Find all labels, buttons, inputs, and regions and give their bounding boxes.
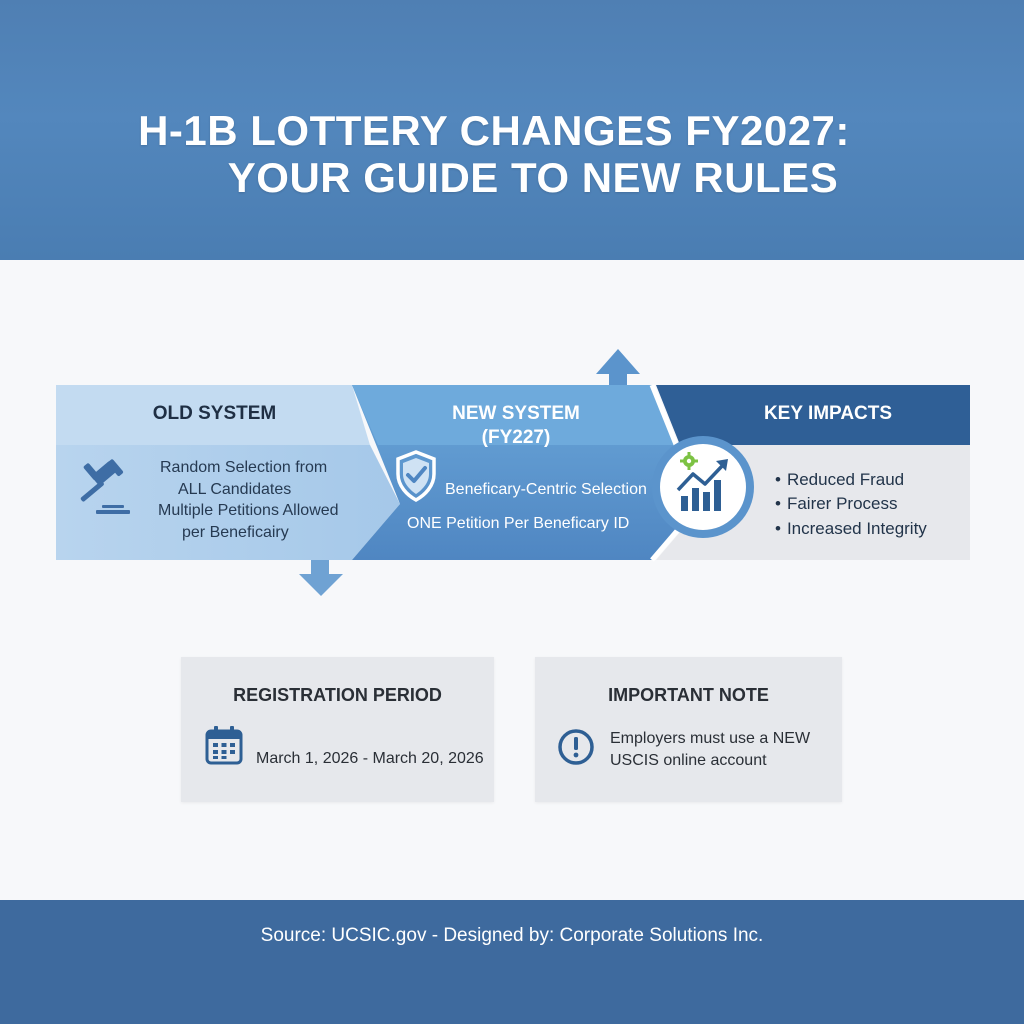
old-system-text-3: Multiple Petitions Allowed (158, 502, 339, 519)
impact-item: • Reduced Fraud (775, 470, 904, 490)
calendar-icon (205, 725, 243, 765)
old-system-text-2: ALL Candidates (178, 481, 292, 498)
new-system-sublabel: (FY227) (481, 427, 551, 448)
growth-chart-icon (652, 436, 754, 538)
impact-item: • Increased Integrity (775, 519, 927, 539)
arrow-up-icon (596, 349, 640, 386)
new-system-label: NEW SYSTEM (452, 403, 580, 424)
key-impacts-label: KEY IMPACTS (763, 403, 893, 424)
important-note-text-1: Employers must use a NEW (610, 730, 811, 747)
registration-dates: March 1, 2026 - March 20, 2026 (256, 750, 484, 767)
arrow-down-icon (299, 558, 343, 596)
important-note-card (535, 657, 842, 802)
old-system-label: OLD SYSTEM (152, 403, 277, 424)
registration-title: REGISTRATION PERIOD (233, 685, 442, 705)
new-system-text-1: Beneficary-Centric Selection (445, 481, 647, 498)
page-title-line2: YOUR GUIDE TO NEW RULES (227, 154, 839, 201)
old-system-text-4: per Beneficairy (182, 524, 289, 541)
footer-source-text: Source: UCSIC.gov - Designed by: Corporate Solutions Inc. (260, 925, 764, 946)
page-title-line1: H-1B LOTTERY CHANGES FY2027: (138, 107, 850, 154)
new-system-text-2: ONE Petition Per Beneficary ID (407, 515, 630, 532)
exclamation-circle-icon (557, 728, 595, 766)
old-system-text-1: Random Selection from (160, 459, 328, 476)
footer-banner (0, 900, 1024, 1024)
main-content (0, 260, 1024, 900)
registration-card (181, 657, 494, 802)
header-banner (0, 0, 1024, 260)
impact-item: • Fairer Process (775, 494, 897, 514)
important-note-title: IMPORTANT NOTE (608, 685, 769, 705)
important-note-text-2: USCIS online account (610, 752, 767, 769)
